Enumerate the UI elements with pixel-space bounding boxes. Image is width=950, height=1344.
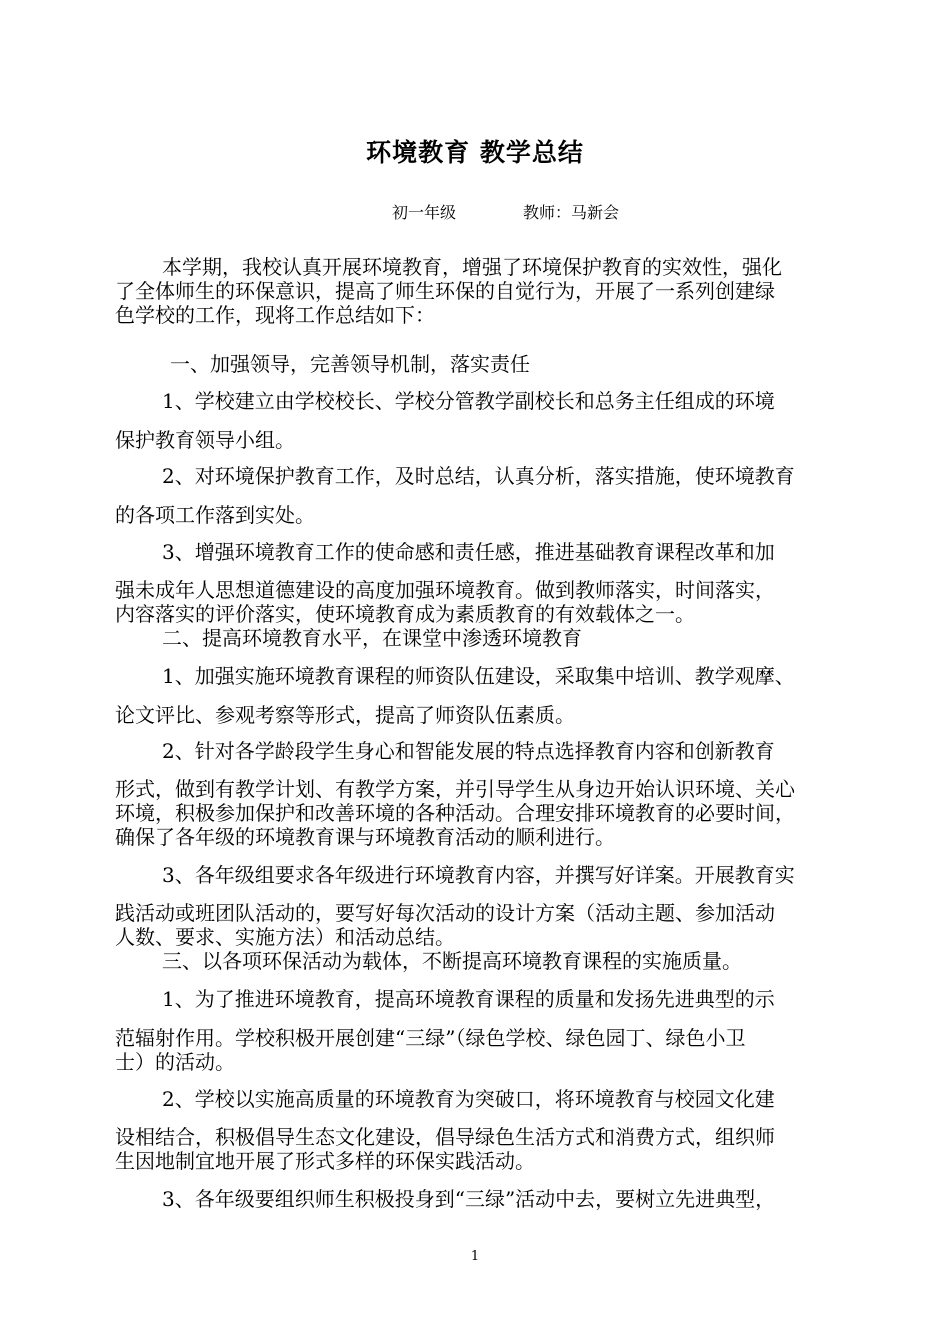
body-line: 2、学校以实施高质量的环境教育为突破口，将环境教育与校园文化建 <box>162 1087 775 1111</box>
body-line: 保护教育领导小组。 <box>115 428 295 452</box>
teacher-label: 教师：马新会 <box>523 203 620 222</box>
body-line: 了全体师生的环保意识，提高了师生环保的自觉行为，开展了一系列创建绿 <box>115 279 775 303</box>
section-heading: 三、以各项环保活动为载体，不断提高环境教育课程的实施质量。 <box>162 949 742 973</box>
body-line: 士）的活动。 <box>115 1050 235 1074</box>
body-line: 确保了各年级的环境教育课与环境教育活动的顺利进行。 <box>115 825 615 849</box>
body-line: 范辐射作用。学校积极开展创建“三绿”（绿色学校、绿色园丁、绿色小卫 <box>115 1026 746 1050</box>
grade-label: 初一年级 <box>392 203 457 222</box>
body-line: 1、为了推进环境教育，提高环境教育课程的质量和发扬先进典型的示 <box>162 987 775 1011</box>
body-line: 1、学校建立由学校校长、学校分管教学副校长和总务主任组成的环境 <box>162 389 775 413</box>
page-number: 1 <box>470 1249 480 1264</box>
document-title: 环境教育 教学总结 <box>366 138 584 167</box>
body-line: 设相结合，积极倡导生态文化建设，倡导绿色生活方式和消费方式，组织师 <box>115 1125 775 1149</box>
body-line: 强未成年人思想道德建设的高度加强环境教育。做到教师落实，时间落实， <box>115 578 775 602</box>
section-heading: 一、加强领导，完善领导机制，落实责任 <box>170 352 530 376</box>
body-line: 论文评比、参观考察等形式，提高了师资队伍素质。 <box>115 703 575 727</box>
body-line: 色学校的工作，现将工作总结如下： <box>115 303 435 327</box>
body-line: 的各项工作落到实处。 <box>115 503 315 527</box>
body-line: 2、对环境保护教育工作，及时总结，认真分析，落实措施，使环境教育 <box>162 464 795 488</box>
body-line: 内容落实的评价落实，使环境教育成为素质教育的有效载体之一。 <box>115 602 695 626</box>
body-line: 人数、要求、实施方法）和活动总结。 <box>115 925 455 949</box>
body-line: 3、各年级组要求各年级进行环境教育内容，并撰写好详案。开展教育实 <box>162 863 795 887</box>
body-line: 2、针对各学龄段学生身心和智能发展的特点选择教育内容和创新教育 <box>162 739 775 763</box>
body-line: 环境，积极参加保护和改善环境的各种活动。合理安排环境教育的必要时间， <box>115 801 795 825</box>
body-line: 形式，做到有教学计划、有教学方案，并引导学生从身边开始认识环境、关心 <box>115 777 795 801</box>
body-line: 本学期，我校认真开展环境教育，增强了环境保护教育的实效性，强化 <box>162 255 782 279</box>
body-line: 3、增强环境教育工作的使命感和责任感，推进基础教育课程改革和加 <box>162 540 775 564</box>
body-line: 3、各年级要组织师生积极投身到“三绿”活动中去，要树立先进典型， <box>162 1187 776 1211</box>
body-line: 践活动或班团队活动的，要写好每次活动的设计方案（活动主题、参加活动 <box>115 901 775 925</box>
section-heading: 二、提高环境教育水平，在课堂中渗透环境教育 <box>162 626 582 650</box>
body-line: 1、加强实施环境教育课程的师资队伍建设，采取集中培训、教学观摩、 <box>162 664 795 688</box>
body-line: 生因地制宜地开展了形式多样的环保实践活动。 <box>115 1149 535 1173</box>
